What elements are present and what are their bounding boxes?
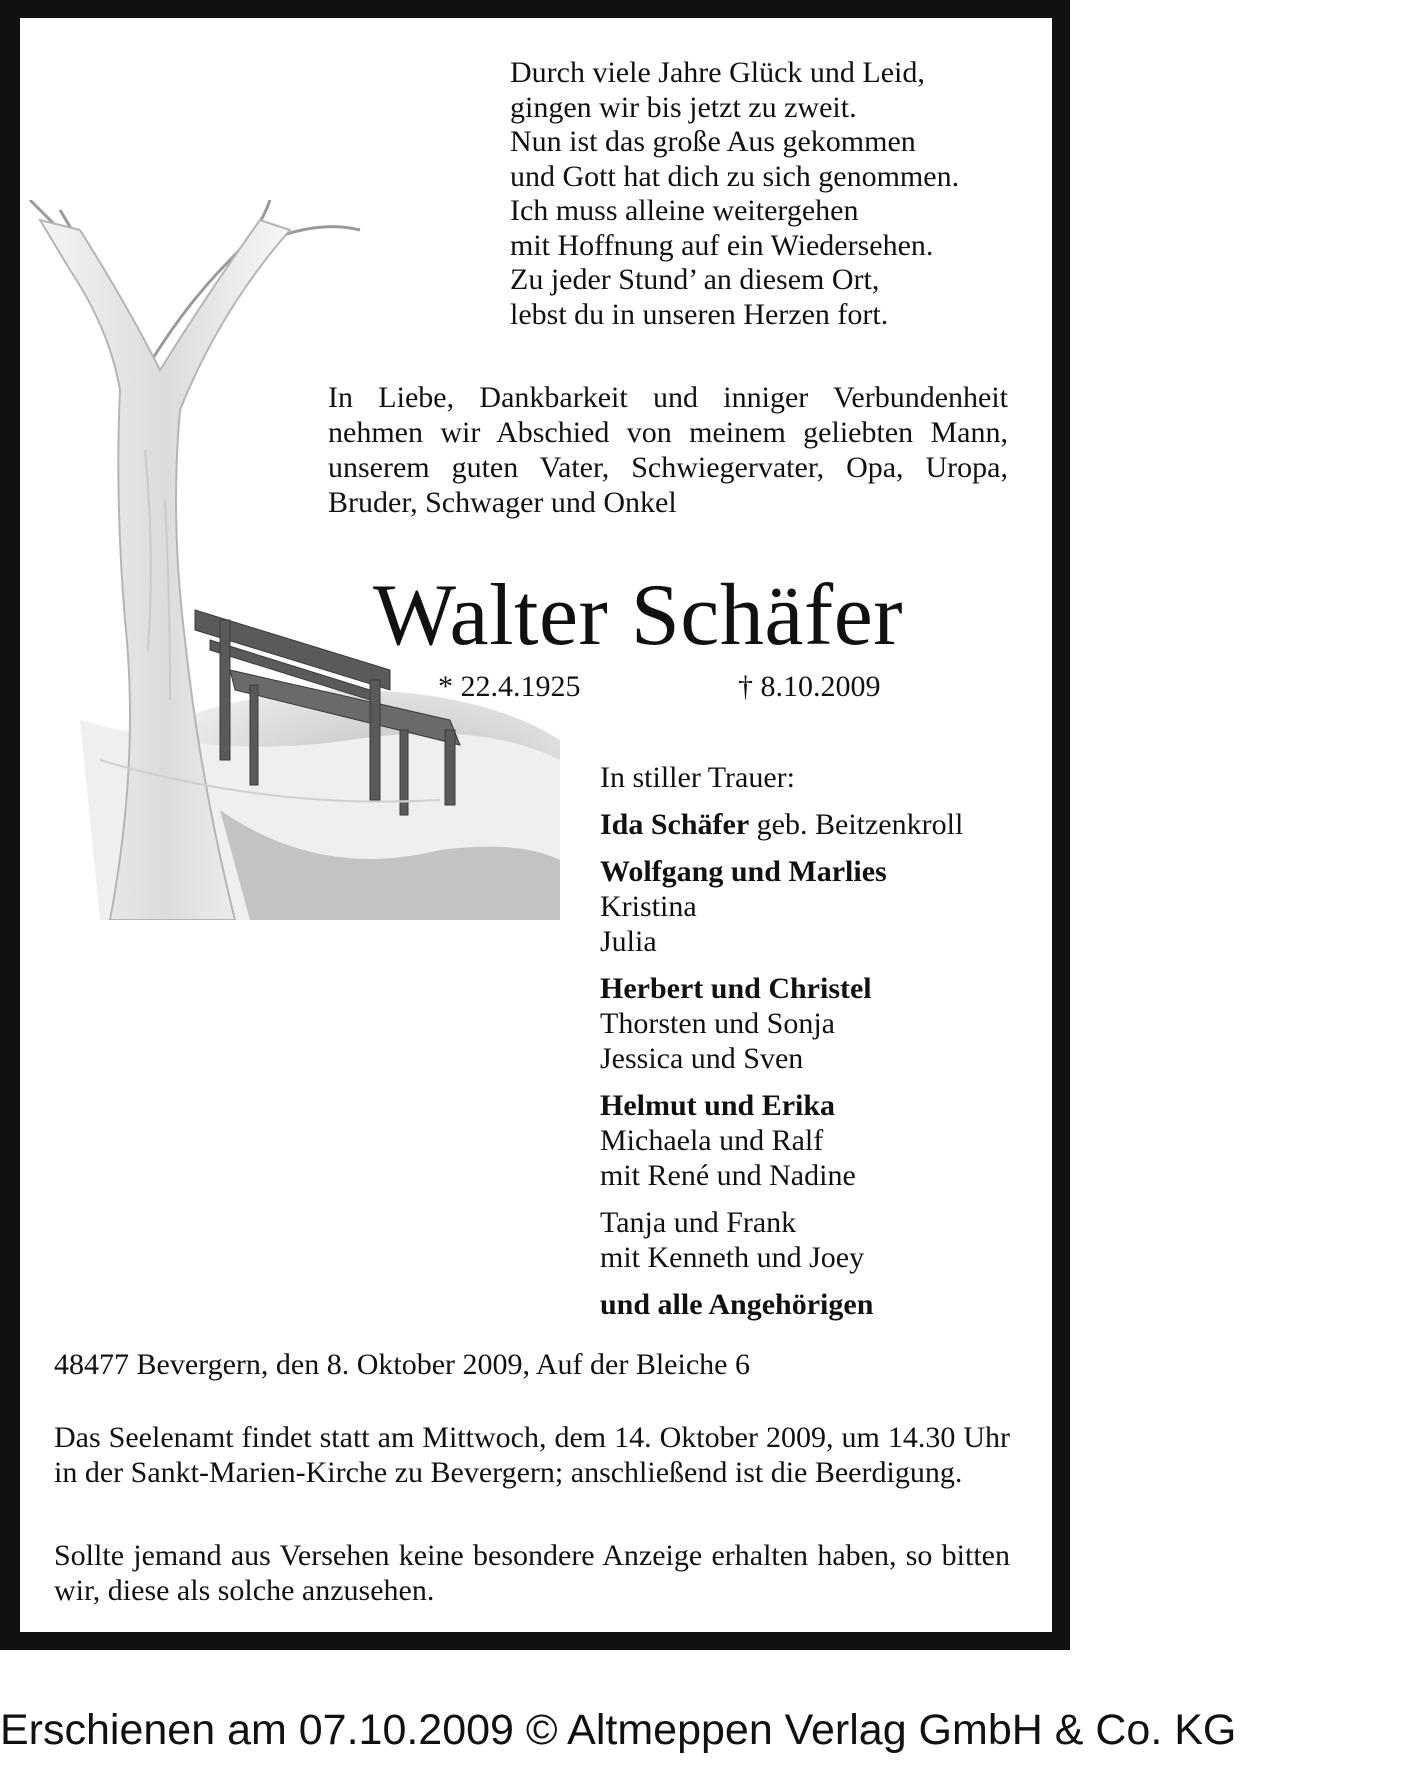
mourner-line bbox=[600, 1240, 963, 1275]
mourner-line bbox=[600, 1158, 963, 1193]
mourner-line bbox=[600, 1205, 963, 1240]
poem-line: Durch viele Jahre Glück und Leid, bbox=[510, 56, 925, 89]
place-date-address: 48477 Bevergern, den 8. Oktober 2009, Auf der Bleiche 6 bbox=[54, 1348, 750, 1381]
mourner-group bbox=[600, 807, 963, 842]
obituary-notice bbox=[20, 18, 1052, 1632]
funeral-mass-info: Das Seelenamt findet statt am Mittwoch, dem 14. Oktober 2009, um 14.30 Uhr in der Sankt-Marien-Kirche zu Bevergern; anschließend ist die Beerdigung. bbox=[54, 1421, 1010, 1489]
mourner-name: geb. Beitzenkroll bbox=[749, 808, 964, 841]
poem-line: lebst du in unseren Herzen fort. bbox=[510, 297, 889, 331]
poem-line: gingen wir bis jetzt zu zweit. bbox=[510, 90, 857, 124]
mourner-name-bold: Wolfgang und Marlies bbox=[600, 855, 887, 888]
mourner-group bbox=[600, 1205, 963, 1275]
mourner-name-bold: und alle Angehörigen bbox=[600, 1288, 874, 1321]
mourner-name: Julia bbox=[600, 925, 657, 958]
mourner-group bbox=[600, 854, 963, 959]
mourner-line bbox=[600, 971, 963, 1006]
publication-footer: Erschienen am 07.10.2009 © Altmeppen Verlag GmbH & Co. KG bbox=[0, 1706, 1237, 1754]
mourner-name: Michaela und Ralf bbox=[600, 1124, 824, 1157]
mourner-name-bold: Helmut und Erika bbox=[600, 1089, 836, 1122]
tree-and-bench-illustration bbox=[20, 200, 560, 920]
mourner-line bbox=[600, 1006, 963, 1041]
mourner-name-bold: Herbert und Christel bbox=[600, 972, 872, 1005]
mourner-groups bbox=[600, 807, 963, 1322]
mourner-line bbox=[600, 1041, 963, 1076]
mourner-name: mit René und Nadine bbox=[600, 1159, 856, 1192]
mourner-group bbox=[600, 1088, 963, 1193]
mourner-name-bold: Ida Schäfer bbox=[600, 808, 750, 841]
mourner-name: Kristina bbox=[600, 890, 697, 923]
mourner-group bbox=[600, 1287, 963, 1322]
farewell-intro: In Liebe, Dankbarkeit und inniger Verbundenheit nehmen wir Abschied von meinem geliebten Mann, unserem guten Vater, Schwiegervater, Opa, Uropa, Bruder, Schwager und Onkel bbox=[328, 381, 1008, 519]
mourner-line bbox=[600, 807, 963, 842]
poem bbox=[510, 56, 959, 332]
mourner-name: Jessica und Sven bbox=[600, 1042, 804, 1075]
poem-line: Zu jeder Stund’ an diesem Ort, bbox=[510, 263, 880, 296]
notice-remark: Sollte jemand aus Versehen keine besondere Anzeige erhalten haben, so bitten wir, diese als solche anzusehen. bbox=[54, 1539, 1010, 1607]
mourner-line bbox=[600, 924, 963, 959]
deceased-name: Walter Schäfer bbox=[373, 567, 904, 664]
birth-date: * 22.4.1925 bbox=[438, 670, 581, 703]
poem-line: mit Hoffnung auf ein Wiedersehen. bbox=[510, 228, 934, 262]
mourner-line bbox=[600, 889, 963, 924]
mourner-line bbox=[600, 1123, 963, 1158]
mourner-line bbox=[600, 854, 963, 889]
mourner-line bbox=[600, 1287, 963, 1322]
mourner-group bbox=[600, 971, 963, 1076]
mourner-line bbox=[600, 1088, 963, 1123]
poem-line: Ich muss alleine weitergehen bbox=[510, 194, 859, 227]
poem-line: und Gott hat dich zu sich genommen. bbox=[510, 159, 960, 193]
mourner-name: Tanja und Frank bbox=[600, 1206, 797, 1239]
mourners-list bbox=[600, 760, 963, 1334]
poem-line: Nun ist das große Aus gekommen bbox=[510, 125, 916, 158]
mourners-heading: In stiller Trauer: bbox=[600, 761, 795, 794]
mourner-name: mit Kenneth und Joey bbox=[600, 1241, 865, 1274]
mourner-name: Thorsten und Sonja bbox=[600, 1007, 835, 1040]
death-date: † 8.10.2009 bbox=[738, 670, 881, 703]
